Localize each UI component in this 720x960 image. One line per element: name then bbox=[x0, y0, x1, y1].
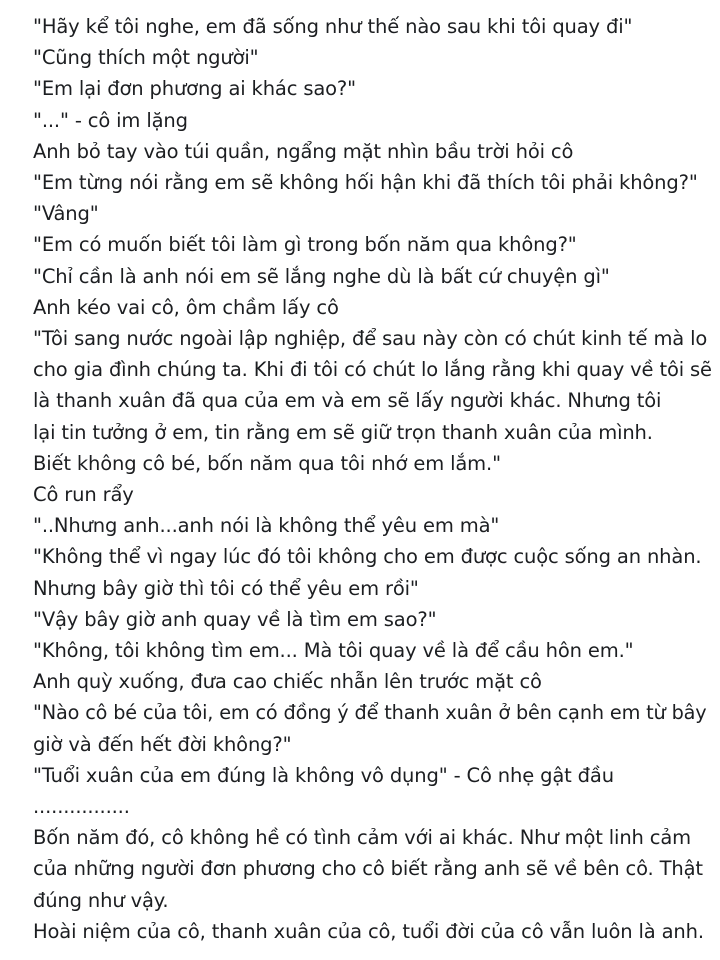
text-line: "Không, tôi không tìm em... Mà tôi quay về là để cầu hôn em." bbox=[33, 639, 634, 663]
text-line: "Hãy kể tôi nghe, em đã sống như thế nào sau khi tôi quay đi" bbox=[33, 15, 633, 38]
text-line: Anh kéo vai cô, ôm chầm lấy cô bbox=[33, 295, 339, 319]
text-line: "Em có muốn biết tôi làm gì trong bốn năm qua không?" bbox=[33, 233, 577, 257]
text-line: Anh quỳ xuống, đưa cao chiếc nhẫn lên trước mặt cô bbox=[33, 670, 542, 694]
text-line: Anh bỏ tay vào túi quần, ngẩng mặt nhìn bầu trời hỏi cô bbox=[33, 139, 574, 163]
text-line: "Tuổi xuân của em đúng là không vô dụng" - Cô nhẹ gật đầu bbox=[33, 763, 614, 787]
text-line: Hoài niệm của cô, thanh xuân của cô, tuổi đời của cô vẫn luôn là anh. bbox=[33, 919, 704, 943]
text-line: "Tôi sang nước ngoài lập nghiệp, để sau này còn có chút kinh tế mà lo bbox=[33, 327, 708, 351]
text-line: "Em từng nói rằng em sẽ không hối hận khi đã thích tôi phải không?" bbox=[33, 171, 698, 195]
text-line: Nhưng bây giờ thì tôi có thể yêu em rồi" bbox=[33, 576, 419, 600]
text-line: Cô run rẩy bbox=[33, 483, 134, 507]
text-line: "Cũng thích một người" bbox=[33, 46, 259, 70]
text-line: ................ bbox=[33, 795, 130, 819]
text-line: "..Nhưng anh...anh nói là không thể yêu em mà" bbox=[33, 514, 500, 538]
text-line: giờ và đến hết đời không?" bbox=[33, 732, 292, 756]
text-line: "..." - cô im lặng bbox=[33, 108, 188, 132]
text-line: "Nào cô bé của tôi, em có đồng ý để thanh xuân ở bên cạnh em từ bây bbox=[33, 701, 707, 725]
text-line: Biết không cô bé, bốn năm qua tôi nhớ em lắm." bbox=[33, 451, 501, 475]
text-line: của những người đơn phương cho cô biết rằng anh sẽ về bên cô. Thật bbox=[33, 857, 703, 881]
text-line: "Chỉ cần là anh nói em sẽ lắng nghe dù là bất cứ chuyện gì" bbox=[33, 264, 610, 288]
text-line: cho gia đình chúng ta. Khi đi tôi có chút lo lắng rằng khi quay về tôi sẽ bbox=[33, 358, 712, 382]
text-line: "Vâng" bbox=[33, 202, 99, 226]
text-line: "Không thể vì ngay lúc đó tôi không cho em được cuộc sống an nhàn. bbox=[33, 545, 702, 569]
text-line: "Vậy bây giờ anh quay về là tìm em sao?" bbox=[33, 607, 437, 631]
text-line: Bốn năm đó, cô không hề có tình cảm với ai khác. Như một linh cảm bbox=[33, 826, 692, 850]
text-line: là thanh xuân đã qua của em và em sẽ lấy người khác. Nhưng tôi bbox=[33, 389, 662, 413]
text-line: đúng như vậy. bbox=[33, 888, 169, 912]
text-line: lại tin tưởng ở em, tin rằng em sẽ giữ trọn thanh xuân của mình. bbox=[33, 420, 653, 444]
text-line: "Em lại đơn phương ai khác sao?" bbox=[33, 77, 356, 101]
